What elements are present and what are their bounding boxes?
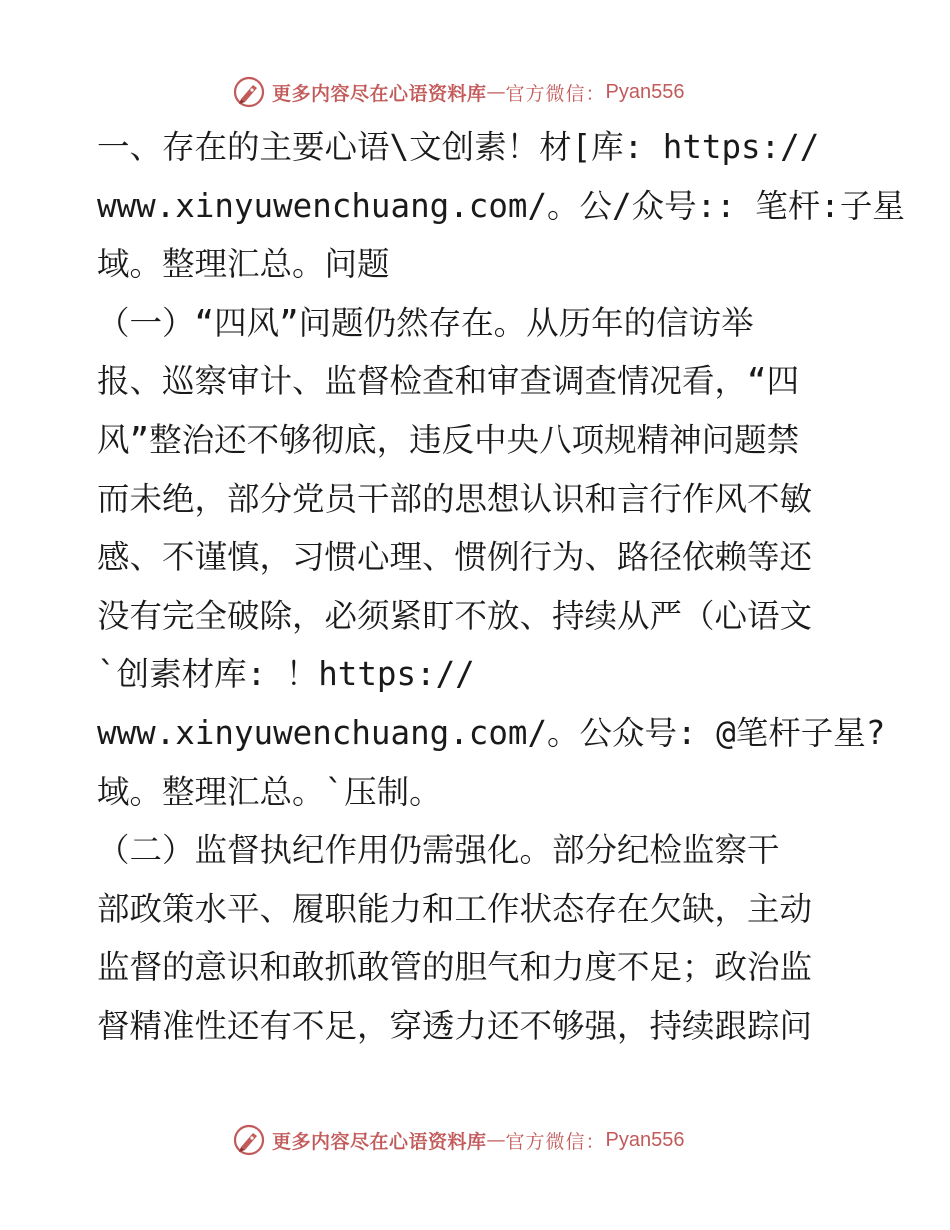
footer-watermark xyxy=(232,1120,712,1160)
text-line: 一、存在的主要心语\文创素！材[库: https:// xyxy=(97,128,820,166)
document-body xyxy=(97,118,905,1056)
text-line: 而未绝，部分党员干部的思想认识和言行作风不敏 xyxy=(97,479,813,518)
text-line: 没有完全破除，必须紧盯不放、持续从严（心语文 xyxy=(97,596,813,635)
pen-nib-logo-icon xyxy=(232,1123,266,1157)
pen-nib-logo-icon xyxy=(232,75,266,109)
text-line: www.xinyuwenchuang.com/。公/众号:: 笔杆:子星 xyxy=(97,186,905,225)
watermark-contact-label: 官方微信： xyxy=(505,1130,606,1153)
paragraph-section-heading xyxy=(97,118,905,294)
header-watermark xyxy=(232,72,712,112)
paragraph-item-one xyxy=(97,294,886,821)
watermark-separator: — xyxy=(486,1129,506,1151)
watermark-contact-id: Pyan556 xyxy=(605,1128,685,1151)
paragraph-item-two xyxy=(97,821,857,1055)
watermark-contact-id: Pyan556 xyxy=(605,80,685,103)
watermark-contact-label: 官方微信： xyxy=(505,82,606,105)
text-line: 域。整理汇总。问题 xyxy=(97,245,390,284)
text-line: 风”整治还不够彻底，违反中央八项规精神问题禁 xyxy=(97,420,800,459)
text-line: 监督的意识和敢抓敢管的胆气和力度不足；政治监 xyxy=(97,948,813,987)
watermark-separator: — xyxy=(486,81,506,103)
text-line: `创素材库: ！https:// xyxy=(97,655,475,694)
text-line: www.xinyuwenchuang.com/。公众号: @笔杆子星? xyxy=(97,713,886,752)
watermark-brand: 更多内容尽在心语资料库 xyxy=(272,1130,487,1153)
text-line: 报、巡察审计、监督检查和审查调查情况看，“四 xyxy=(97,362,800,401)
text-line: 督精准性还有不足，穿透力还不够强，持续跟踪问 xyxy=(97,1006,813,1045)
text-line: 部政策水平、履职能力和工作状态存在欠缺，主动 xyxy=(97,889,813,928)
text-line: 感、不谨慎，习惯心理、惯例行为、路径依赖等还 xyxy=(97,538,813,577)
text-line: （二）监督执纪作用仍需强化。部分纪检监察干 xyxy=(97,831,780,870)
text-line: （一）“四风”问题仍然存在。从历年的信访举 xyxy=(97,303,754,342)
watermark-brand: 更多内容尽在心语资料库 xyxy=(272,82,487,105)
text-line: 域。整理汇总。`压制。 xyxy=(97,772,442,811)
